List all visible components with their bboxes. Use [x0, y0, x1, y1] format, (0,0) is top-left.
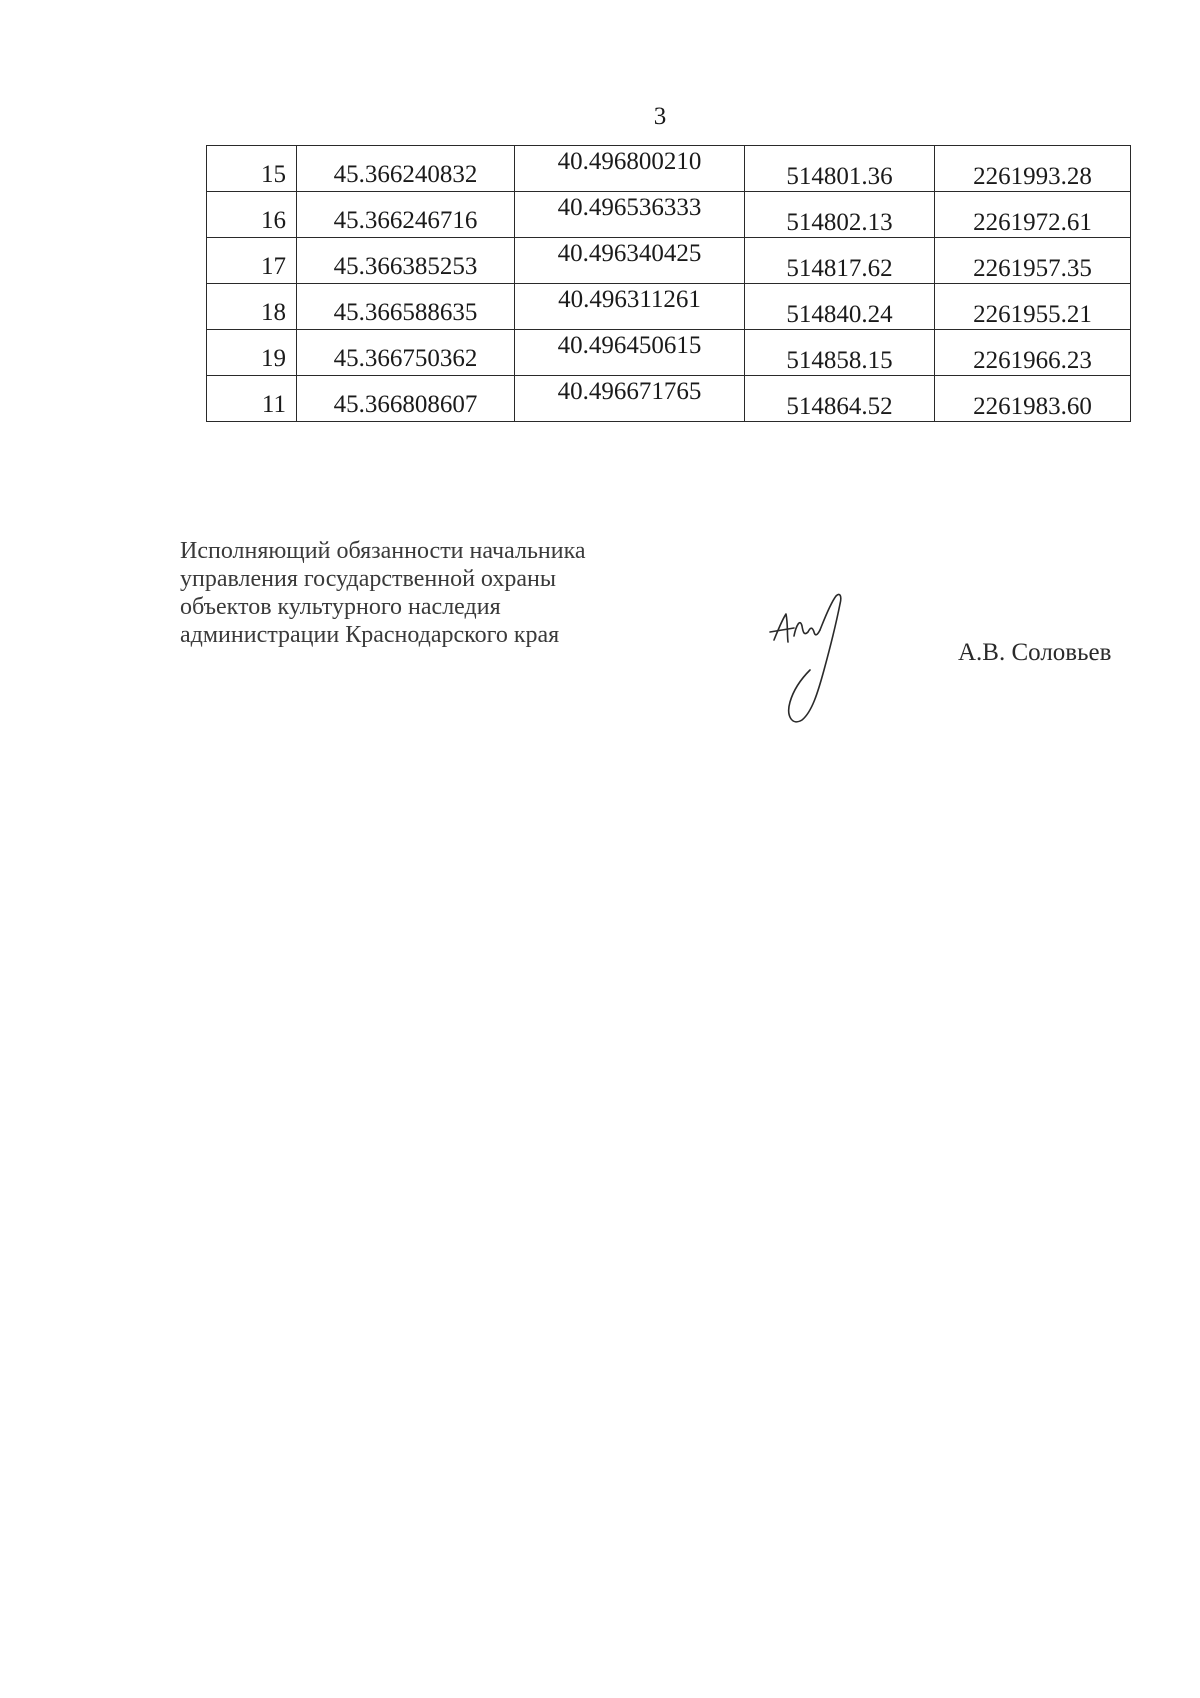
x-coordinate-cell: 514858.15 [745, 330, 935, 376]
signatory-position [180, 537, 586, 649]
x-coordinate-cell: 514840.24 [745, 284, 935, 330]
x-coordinate-cell: 514801.36 [745, 146, 935, 192]
latitude-cell: 45.366385253 [297, 238, 515, 284]
y-coordinate-cell: 2261955.21 [935, 284, 1131, 330]
position-line: управления государственной охраны [180, 566, 556, 592]
point-number: 15 [207, 146, 297, 192]
table-row [207, 146, 1131, 192]
latitude-cell: 45.366750362 [297, 330, 515, 376]
longitude-cell: 40.496536333 [515, 192, 745, 238]
longitude-cell: 40.496671765 [515, 376, 745, 422]
point-number: 17 [207, 238, 297, 284]
position-line: Исполняющий обязанности начальника [180, 538, 586, 564]
y-coordinate-cell: 2261983.60 [935, 376, 1131, 422]
table-row [207, 376, 1131, 422]
longitude-cell: 40.496450615 [515, 330, 745, 376]
table-row [207, 238, 1131, 284]
point-number: 19 [207, 330, 297, 376]
table-row [207, 284, 1131, 330]
signatory-name: А.В. Соловьев [958, 639, 1112, 666]
page-number: 3 [653, 103, 667, 130]
y-coordinate-cell: 2261957.35 [935, 238, 1131, 284]
latitude-cell: 45.366246716 [297, 192, 515, 238]
table-row [207, 192, 1131, 238]
position-line: объектов культурного наследия [180, 594, 501, 620]
x-coordinate-cell: 514802.13 [745, 192, 935, 238]
point-number: 16 [207, 192, 297, 238]
y-coordinate-cell: 2261993.28 [935, 146, 1131, 192]
longitude-cell: 40.496311261 [515, 284, 745, 330]
y-coordinate-cell: 2261972.61 [935, 192, 1131, 238]
longitude-cell: 40.496340425 [515, 238, 745, 284]
point-number: 18 [207, 284, 297, 330]
position-line: администрации Краснодарского края [180, 622, 560, 648]
coordinates-table [206, 145, 1131, 422]
latitude-cell: 45.366588635 [297, 284, 515, 330]
longitude-cell: 40.496800210 [515, 146, 745, 192]
y-coordinate-cell: 2261966.23 [935, 330, 1131, 376]
handwritten-signature [760, 590, 880, 730]
point-number: 11 [207, 376, 297, 422]
latitude-cell: 45.366240832 [297, 146, 515, 192]
table-row [207, 330, 1131, 376]
x-coordinate-cell: 514864.52 [745, 376, 935, 422]
latitude-cell: 45.366808607 [297, 376, 515, 422]
x-coordinate-cell: 514817.62 [745, 238, 935, 284]
